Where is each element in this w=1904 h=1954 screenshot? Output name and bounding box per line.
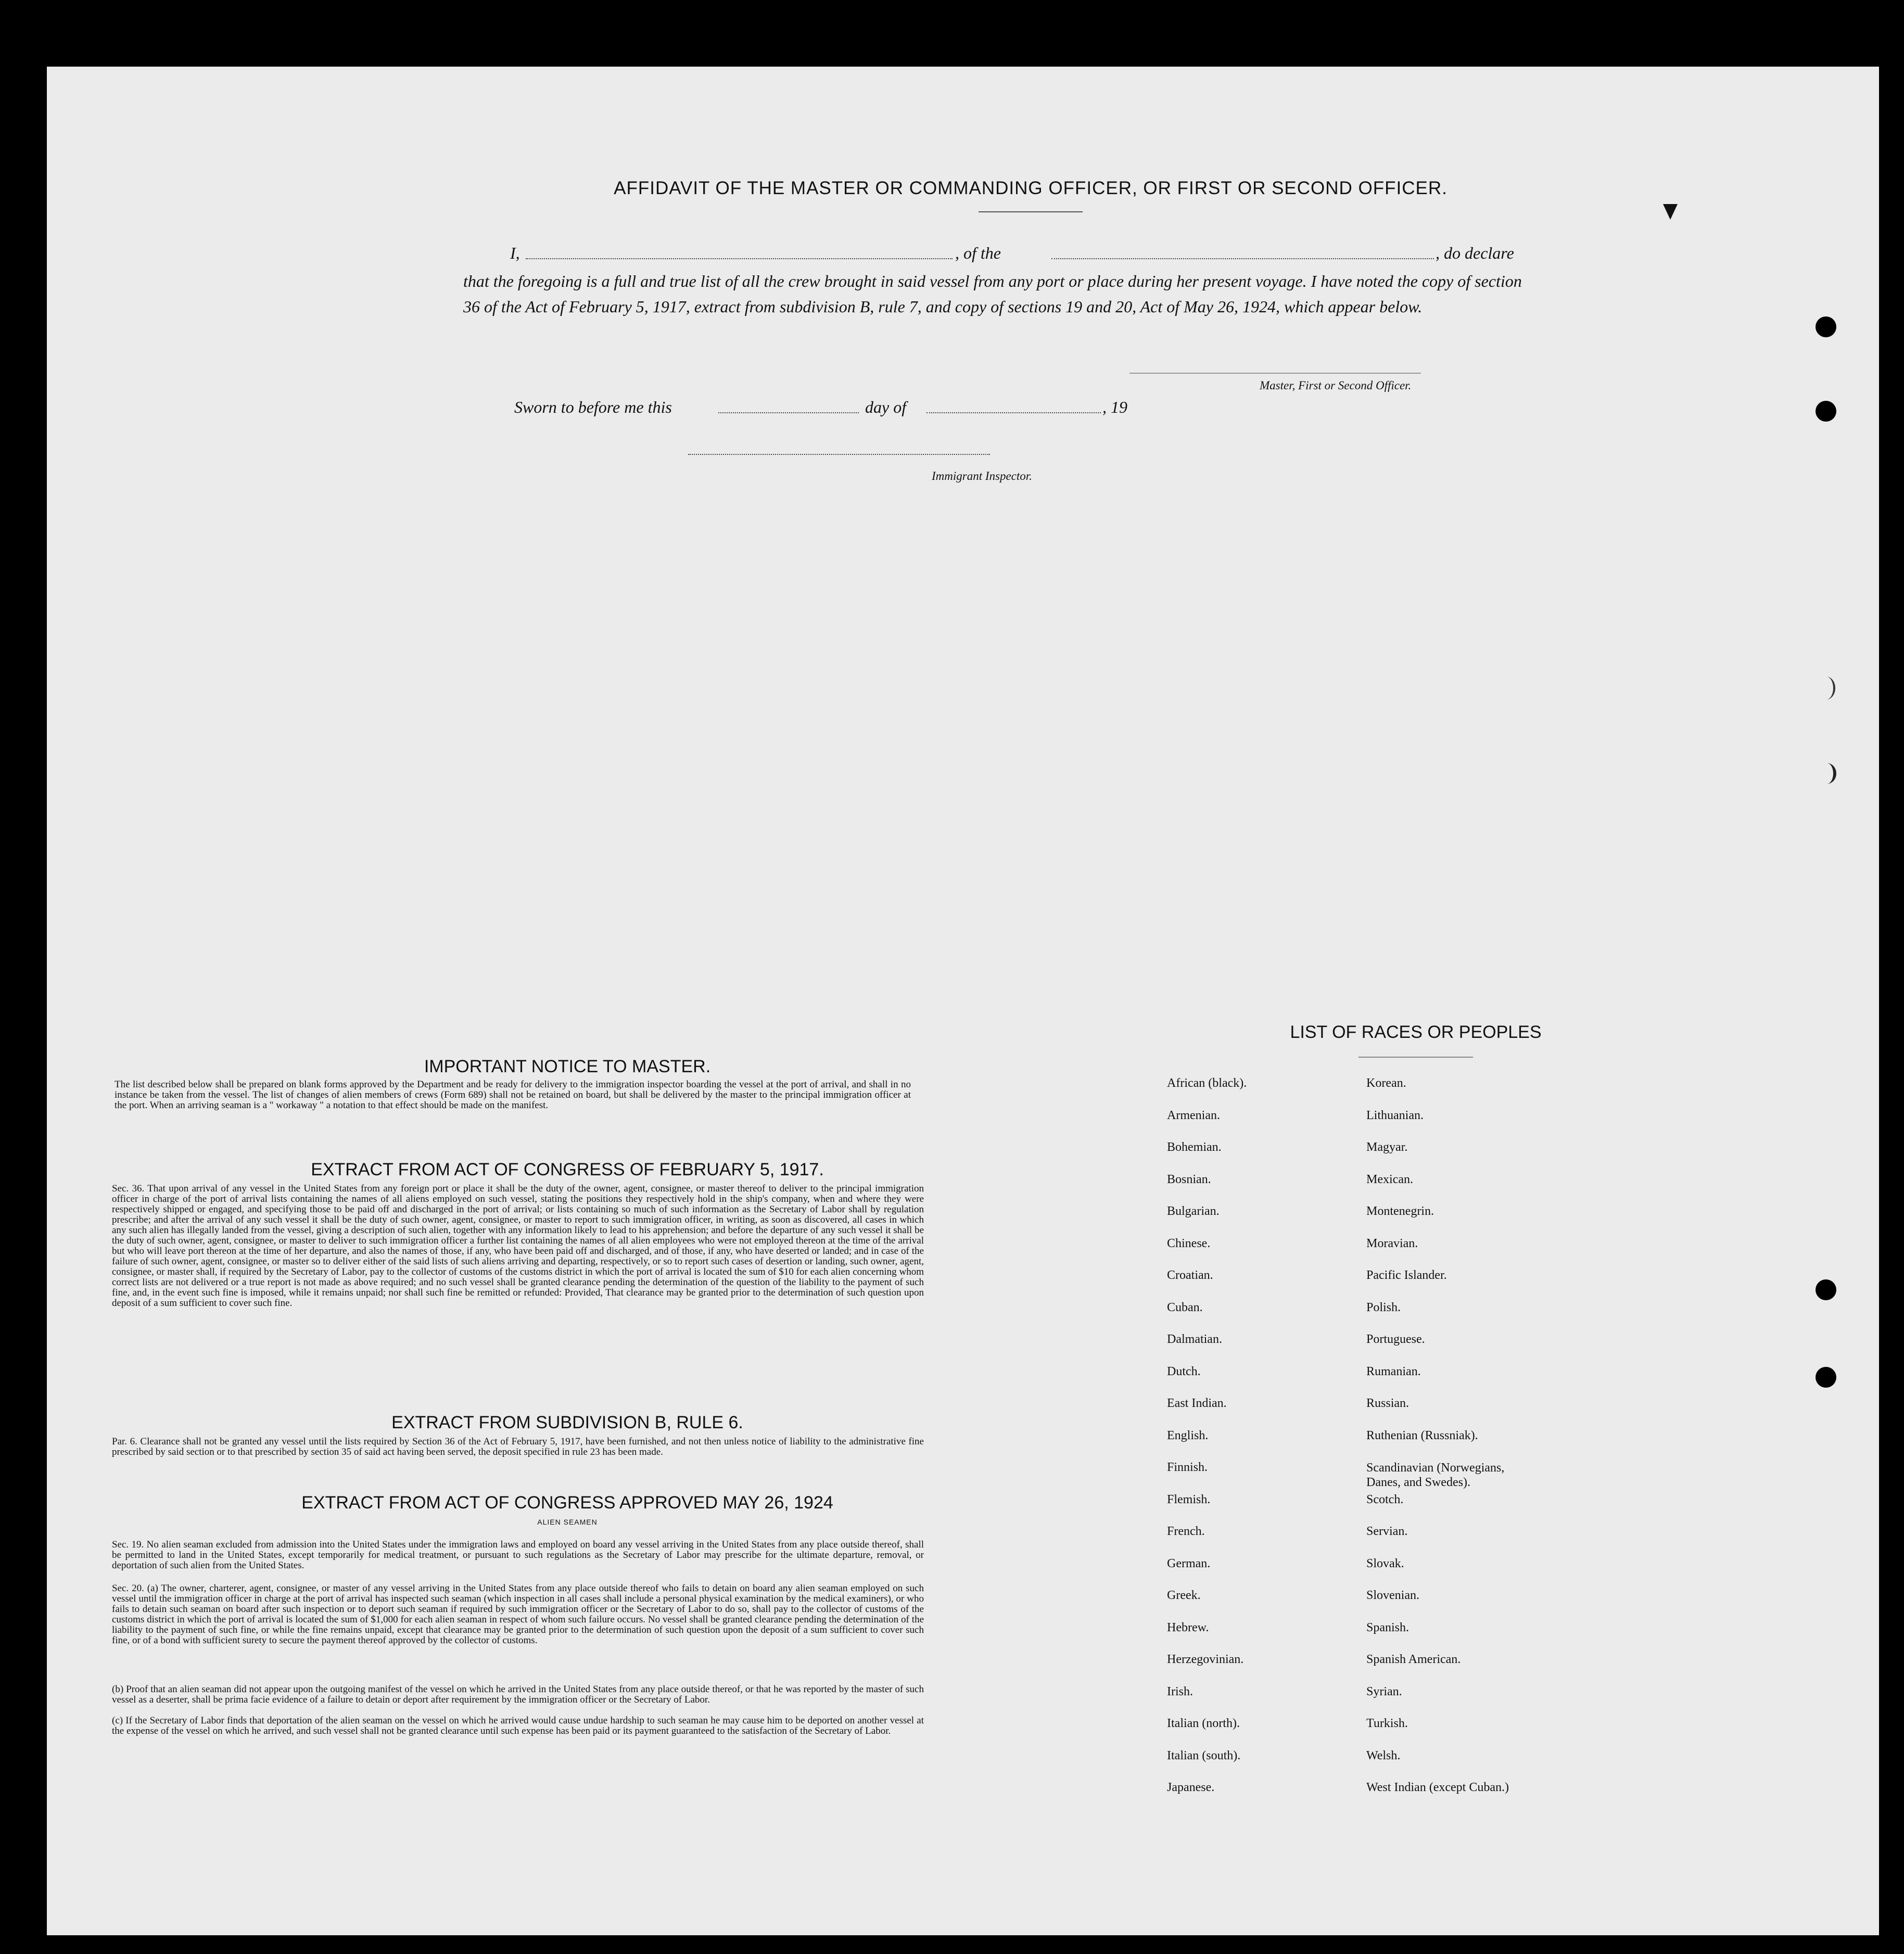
- race-item: East Indian.: [1167, 1397, 1227, 1410]
- sec19-text: Sec. 19. No alien seaman excluded from admission into the United States under the immigration laws and employed on board any vessel arriving in the United States from any place outside thereof, shall be permitted to land in the United States, except temporarily for medical treatment, or pursuant to such regulations as the Secretary of Labor may prescribe for the ultimate departure, removal, or deportation of such alien from the United States.: [112, 1539, 924, 1571]
- race-item: Herzegovinian.: [1167, 1653, 1244, 1666]
- day-of-label: day of: [865, 398, 907, 416]
- inspector-signature-line[interactable]: [688, 454, 990, 455]
- race-item: German.: [1167, 1556, 1211, 1570]
- race-item: Dutch.: [1167, 1364, 1201, 1378]
- name-blank[interactable]: [526, 258, 953, 259]
- race-item: Servian.: [1366, 1525, 1408, 1538]
- sec20a-text: Sec. 20. (a) The owner, charterer, agent, consignee, or master of any vessel arriving in the United States from any place outside thereof who fails to detain on board any alien seaman employed on such vessel until the immigration officer in charge at the port of arrival has inspected such seaman (which inspection in all cases shall include a personal physical examination by the medical examiners), or who fails to detain such seaman on board after such inspection or to deport such seaman if required by such immigration officer or the Secretary of Labor to do so, shall pay to the collector of customs of the customs district in which the port of arrival is located the sum of $1,000 for each alien seaman in respect of whom such failure occurs. No vessel shall be granted clearance pending the determination of the liability to the payment of such fine, or while the fine remains unpaid, except that clearance may be granted prior to the determination of such question upon the deposit of a sum sufficient to cover such fine, or of a bond with sufficient surety to secure the payment thereof approved by the collector of customs.: [112, 1583, 924, 1646]
- document-page: [47, 67, 1879, 1935]
- punch-hole: [1816, 1367, 1836, 1388]
- sworn-label: Sworn to before me this: [514, 398, 672, 416]
- affidavit-title: AFFIDAVIT OF THE MASTER OR COMMANDING OFFICER, OR FIRST OR SECOND OFFICER.: [614, 178, 1448, 198]
- extract-1924-title: EXTRACT FROM ACT OF CONGRESS APPROVED MAY 26, 1924: [301, 1493, 833, 1513]
- race-item: Italian (north).: [1167, 1717, 1240, 1730]
- affidavit-do-declare: , do declare: [1436, 244, 1514, 262]
- title-underline: [979, 211, 1083, 212]
- race-item: French.: [1167, 1525, 1205, 1538]
- races-title: LIST OF RACES OR PEOPLES: [1290, 1022, 1542, 1042]
- rule6-title: EXTRACT FROM SUBDIVISION B, RULE 6.: [391, 1413, 743, 1432]
- race-item: Japanese.: [1167, 1781, 1215, 1794]
- race-item: Slovak.: [1366, 1556, 1404, 1570]
- master-signature-line[interactable]: [1129, 373, 1421, 374]
- race-item: Armenian.: [1167, 1108, 1220, 1122]
- race-item: Cuban.: [1167, 1300, 1203, 1314]
- affidavit-paragraph: that the foregoing is a full and true list of all the crew brought in said vessel from any port or place during her present voyage. I have noted the copy of section 36 of the Act of February 5, 1917, extract from subdivision B, rule 7, and copy of sections 19 and 20, Act of May 26, 1924, which appear below.: [463, 272, 1522, 316]
- race-item: West Indian (except Cuban.): [1366, 1781, 1509, 1794]
- race-item: Turkish.: [1366, 1717, 1408, 1730]
- race-item: Croatian.: [1167, 1268, 1213, 1282]
- race-item: Hebrew.: [1167, 1620, 1209, 1634]
- race-item: Slovenian.: [1366, 1589, 1419, 1602]
- race-item: Welsh.: [1366, 1748, 1401, 1762]
- notice-text: The list described below shall be prepared on blank forms approved by the Department and be ready for delivery to the immigration inspector boarding the vessel at the port of arrival, and shall in no instance be taken from the vessel. The list of changes of alien members of crews (Form 689) shall not be retained on board, but shall be delivered by the master to the principal immigration officer at the port. When an arriving seaman is a " workaway " a notation to that effect should be made on the manifest.: [115, 1079, 911, 1111]
- year-prefix: , 19: [1102, 398, 1127, 416]
- race-item: Scandinavian (Norwegians, Danes, and Swedes).: [1366, 1461, 1505, 1489]
- triangle-mark: [1663, 204, 1678, 220]
- race-item: Korean.: [1366, 1076, 1406, 1090]
- punch-hole: [1816, 401, 1836, 422]
- affidavit-i-label: I,: [510, 244, 520, 262]
- sec20c-text: (c) If the Secretary of Labor finds that deportation of the alien seaman on the vessel on which he arrived would cause undue hardship to such seaman he may cause him to be deported on another vessel at the expense of the vessel on which he arrived, and such vessel shall not be granted clearance until such expense has been paid or its payment guaranteed to the satisfaction of the Secretary of Labor.: [112, 1715, 924, 1736]
- sworn-day-blank[interactable]: [718, 412, 859, 413]
- race-item: Greek.: [1167, 1589, 1201, 1602]
- race-item: Chinese.: [1167, 1236, 1211, 1250]
- punch-hole: [1816, 1279, 1836, 1300]
- race-item: African (black).: [1167, 1076, 1247, 1090]
- race-item: Dalmatian.: [1167, 1333, 1222, 1346]
- race-item: Montenegrin.: [1366, 1204, 1434, 1218]
- inspector-label: Immigrant Inspector.: [932, 470, 1032, 483]
- sec20b-text: (b) Proof that an alien seaman did not appear upon the outgoing manifest of the vessel on which he arrived in the United States from any place outside thereof, or that he was reported by the master of such vessel as a deserter, shall be prima facie evidence of a failure to detain or deport after requirement by the immigration officer or the Secretary of Labor.: [112, 1684, 924, 1705]
- ring-mark: [1818, 677, 1835, 700]
- extract-1924-subtitle: ALIEN SEAMEN: [537, 1518, 598, 1526]
- affidavit-of-the: , of the: [955, 244, 1001, 262]
- race-item: Syrian.: [1366, 1684, 1402, 1698]
- vessel-blank[interactable]: [1051, 258, 1434, 259]
- races-title-underline: [1359, 1057, 1473, 1058]
- race-item: Rumanian.: [1366, 1364, 1421, 1378]
- race-item: Portuguese.: [1366, 1333, 1425, 1346]
- rule6-text: Par. 6. Clearance shall not be granted any vessel until the lists required by Section 36 of the Act of February 5, 1917, have been furnished, and not then unless notice of liability to the administrative fine prescribed by said section or to that prescribed by section 35 of said act having been served, the deposit specified in rule 23 has been made.: [112, 1436, 924, 1457]
- race-item: Polish.: [1366, 1300, 1401, 1314]
- race-item: Irish.: [1167, 1684, 1193, 1698]
- race-item: Pacific Islander.: [1366, 1268, 1447, 1282]
- race-item: Bohemian.: [1167, 1140, 1222, 1154]
- race-item: Finnish.: [1167, 1461, 1208, 1474]
- race-item: Mexican.: [1366, 1172, 1413, 1186]
- master-signature-label: Master, First or Second Officer.: [1260, 379, 1412, 392]
- race-item: Lithuanian.: [1366, 1108, 1424, 1122]
- ring-mark: [1818, 763, 1836, 784]
- race-item: Italian (south).: [1167, 1748, 1241, 1762]
- race-item: Bulgarian.: [1167, 1204, 1220, 1218]
- race-item: Ruthenian (Russniak).: [1366, 1428, 1478, 1442]
- extract-1917-text: Sec. 36. That upon arrival of any vessel in the United States from any foreign port or place it shall be the duty of the owner, agent, consignee, or master thereof to deliver to the principal immigration officer in charge of the port of arrival lists containing the names of all aliens employed on such vessel, stating the positions they respectively hold in the ship's company, when and where they were respectively shipped or engaged, and specifying those to be paid off and discharged in the port of arrival; or lists containing so much of such information as the Secretary of Labor shall by regulation prescribe; and after the arrival of any such vessel it shall be the duty of such owner, agent, consignee, or master to report to such immigration officer, in writing, as soon as discovered, all cases in which any such alien has illegally landed from the vessel, giving a description of such alien, together with any information likely to lead to his apprehension; and before the departure of any such vessel it shall be the duty of such owner, agent, consignee, or master to deliver to such immigration officer a further list containing the names of all alien employees who were not employed thereon at the time of the arrival but who will leave port thereon at the time of her departure, and also the names of those, if any, who have been paid off and discharged, and of those, if any, who have deserted or landed; and in case of the failure of such owner, agent, consignee, or master so to deliver either of the said lists of such aliens arriving and departing, respectively, or so to report such cases of desertion or landing, such owner, agent, consignee, or master shall, if required by the Secretary of Labor, pay to the collector of customs of the customs district in which the port of arrival is located the sum of $10 for each alien concerning whom correct lists are not delivered or a true report is not made as above required; and no such vessel shall be granted clearance pending the determination of the question of the liability to the payment of such fine, and, in the event such fine is imposed, while it remains unpaid; nor shall such fine be remitted or refunded: Provided, That clearance may be granted prior to the determination of such question upon deposit of a sum sufficient to cover such fine.: [112, 1183, 924, 1309]
- race-item: Moravian.: [1366, 1236, 1418, 1250]
- extract-1917-title: EXTRACT FROM ACT OF CONGRESS OF FEBRUARY 5, 1917.: [311, 1160, 824, 1179]
- race-item: Flemish.: [1167, 1492, 1211, 1506]
- notice-title: IMPORTANT NOTICE TO MASTER.: [424, 1057, 711, 1076]
- race-item: Spanish.: [1366, 1620, 1410, 1634]
- race-item: Russian.: [1366, 1397, 1410, 1410]
- race-item: Magyar.: [1366, 1140, 1408, 1154]
- sworn-month-blank[interactable]: [926, 412, 1101, 413]
- race-item: Spanish American.: [1366, 1653, 1461, 1666]
- race-item: English.: [1167, 1428, 1209, 1442]
- punch-hole: [1816, 316, 1836, 337]
- race-item: Bosnian.: [1167, 1172, 1211, 1186]
- race-item: Scotch.: [1366, 1492, 1404, 1506]
